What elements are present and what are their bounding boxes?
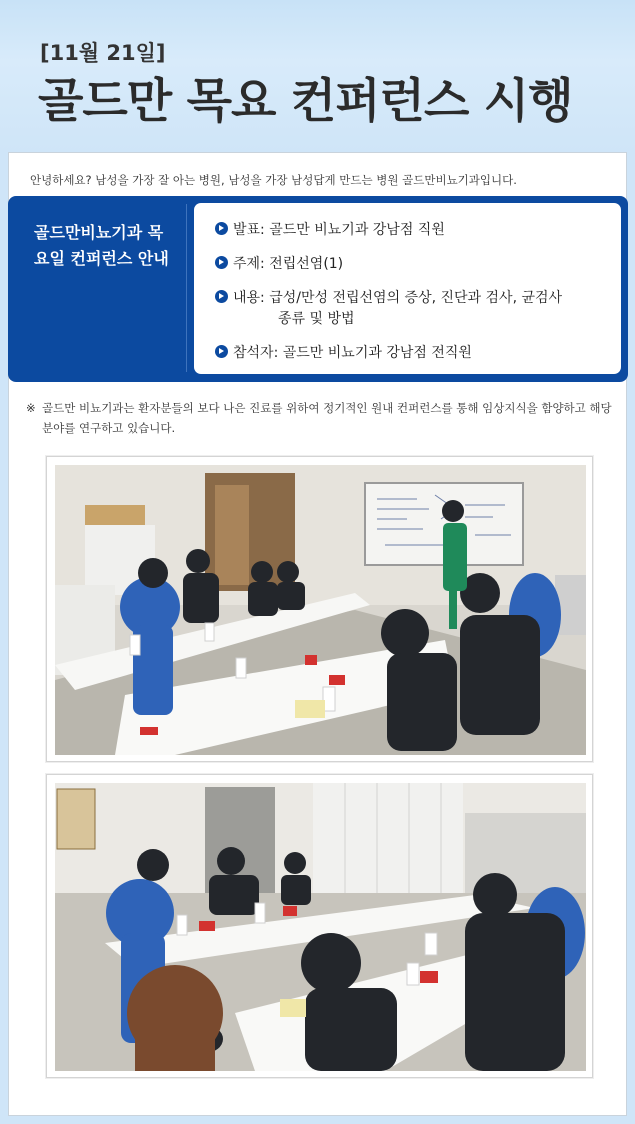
arrow-bullet-icon (215, 222, 228, 235)
notice-text: 골드만 비뇨기과는 환자분들의 보다 나은 진료를 위하여 정기적인 원내 컨퍼런스를 통해 임상지식을 함양하고 해당 분야를 연구하고 있습니다. (42, 401, 612, 435)
page-title: 골드만 목요 컨퍼런스 시행 (38, 74, 573, 129)
conference-info-box (8, 196, 628, 382)
arrow-bullet-icon (215, 256, 228, 269)
info-label: 참석자: (233, 345, 279, 361)
greeting-text: 안녕하세요? 남성을 가장 잘 아는 병원, 남성을 가장 남성답게 만드는 병원 골드만비뇨기과입니다. (30, 173, 517, 187)
conference-photo-2 (46, 774, 593, 1078)
info-card (194, 203, 621, 374)
arrow-bullet-icon (215, 290, 228, 303)
info-value-continued: 종류 및 방법 (278, 311, 355, 327)
info-item-content (215, 288, 562, 330)
conference-photo-1 (46, 456, 593, 762)
divider (186, 204, 187, 372)
header (0, 0, 635, 152)
info-label: 발표: (233, 222, 265, 238)
info-label: 내용: (233, 290, 265, 306)
info-value: 급성/만성 전립선염의 증상, 진단과 검사, 균검사 (269, 290, 563, 306)
info-label: 주제: (233, 256, 265, 272)
info-item-presenter (215, 220, 445, 241)
conference-photo-1-image (55, 465, 586, 755)
event-date: [11월 21일] (40, 41, 166, 65)
conference-photo-2-image (55, 783, 586, 1071)
arrow-bullet-icon (215, 345, 228, 358)
info-box-title: 골드만비뇨기과 목요일 컨퍼런스 안내 (34, 223, 169, 268)
info-value: 골드만 비뇨기과 강남점 직원 (269, 222, 445, 238)
reference-mark: ※ (26, 401, 36, 415)
info-item-attendees (215, 343, 472, 364)
info-value: 전립선염(1) (269, 256, 344, 272)
info-value: 골드만 비뇨기과 강남점 전직원 (282, 345, 472, 361)
info-item-topic (215, 254, 343, 275)
notice (26, 398, 616, 438)
